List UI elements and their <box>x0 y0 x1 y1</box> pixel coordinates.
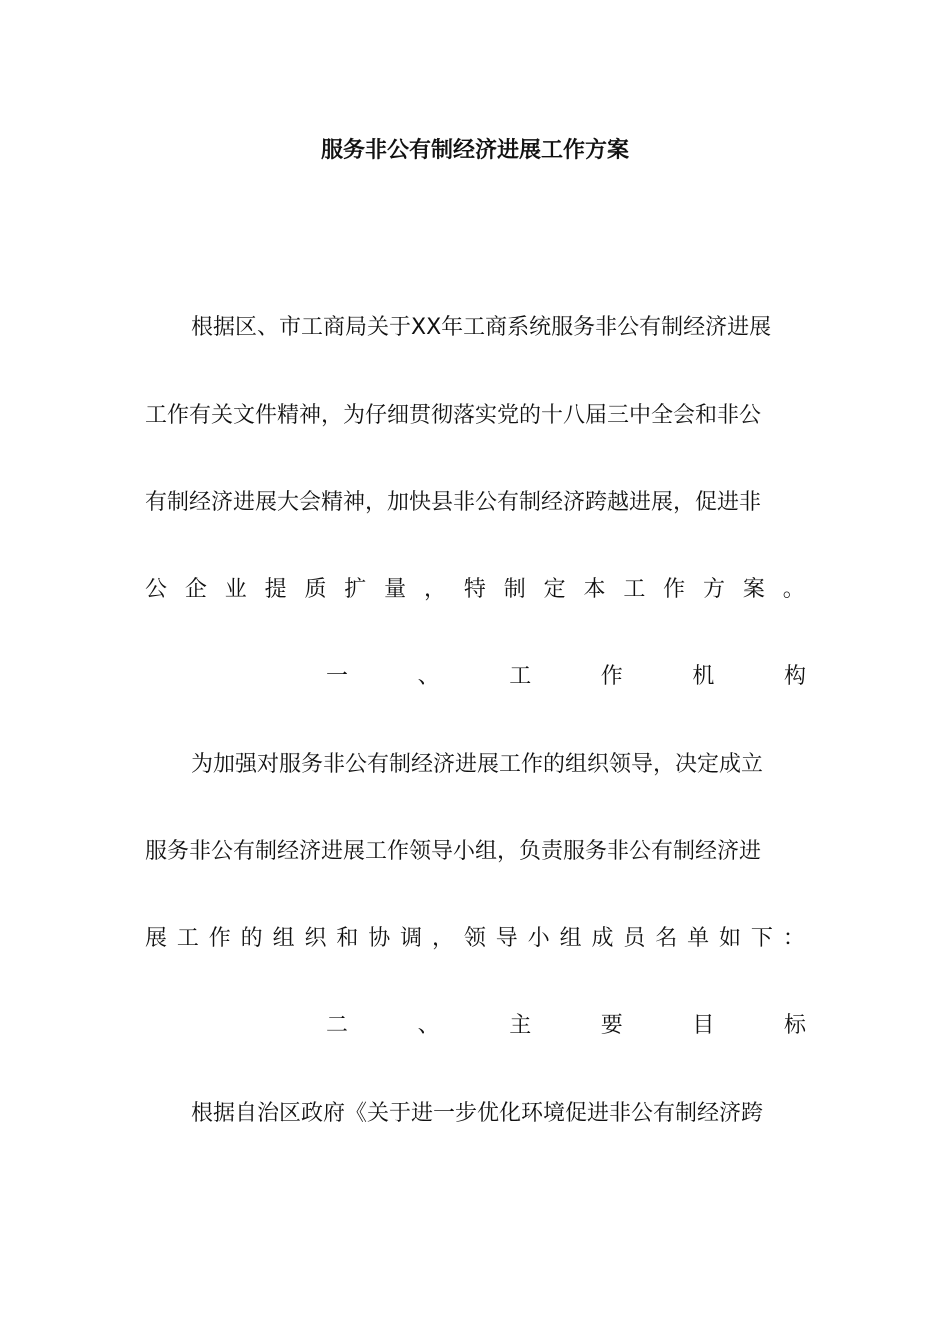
text-char: 导 <box>495 926 518 951</box>
text-char: 作 <box>208 926 231 951</box>
text-char: 作 <box>663 577 686 602</box>
text-char: ： <box>782 926 805 951</box>
text-char: 机 <box>692 664 715 689</box>
text-char: 展 <box>145 926 168 951</box>
text-char: 企 <box>184 577 207 602</box>
paragraph-line-justified <box>145 923 805 955</box>
text-char: 二 <box>326 1013 349 1038</box>
section-heading <box>326 1010 806 1042</box>
text-char: 主 <box>509 1013 532 1038</box>
paragraph-line: 服务非公有制经济进展工作领导小组，负责服务非公有制经济进 <box>145 839 762 864</box>
text-char: 和 <box>336 926 359 951</box>
paragraph-line-justified <box>145 574 805 606</box>
text-char: 。 <box>782 577 805 602</box>
text-char: 调 <box>400 926 423 951</box>
text-char: 、 <box>417 1013 440 1038</box>
paragraph-line: 有制经济进展大会精神，加快县非公有制经济跨越进展，促进非 <box>145 490 762 515</box>
document-title: 服务非公有制经济进展工作方案 <box>320 138 629 163</box>
text-char: 标 <box>783 1013 806 1038</box>
text-char: 方 <box>703 577 726 602</box>
text-char: 工 <box>509 664 532 689</box>
text-char: 特 <box>463 577 486 602</box>
text-char: 名 <box>655 926 678 951</box>
text-char: 工 <box>176 926 199 951</box>
text-char: 单 <box>687 926 710 951</box>
text-char: 质 <box>304 577 327 602</box>
text-char: 小 <box>527 926 550 951</box>
text-char: 组 <box>559 926 582 951</box>
text-char: 成 <box>591 926 614 951</box>
text-char: 目 <box>692 1013 715 1038</box>
text-char: 员 <box>623 926 646 951</box>
text-char: 定 <box>543 577 566 602</box>
text-char: 作 <box>600 664 623 689</box>
text-char: 下 <box>750 926 773 951</box>
paragraph-line: 工作有关文件精神，为仔细贯彻落实党的十八届三中全会和非公 <box>145 403 762 428</box>
paragraph-line: 根据自治区政府《关于进一步优化环境促进非公有制经济跨 <box>191 1101 764 1126</box>
text-char: 构 <box>783 664 806 689</box>
text-char: 制 <box>503 577 526 602</box>
section-heading <box>326 661 806 693</box>
text-char: 提 <box>264 577 287 602</box>
text-char: 组 <box>272 926 295 951</box>
text-char: 要 <box>600 1013 623 1038</box>
text-char: 如 <box>719 926 742 951</box>
text-char: ， <box>432 926 455 951</box>
text-char: 本 <box>583 577 606 602</box>
text-char: 一 <box>326 664 349 689</box>
text-char: 协 <box>368 926 391 951</box>
text-char: 领 <box>463 926 486 951</box>
text-char: 案 <box>742 577 765 602</box>
text-char: 的 <box>240 926 263 951</box>
paragraph-line: 根据区、市工商局关于XX年工商系统服务非公有制经济进展 <box>191 315 772 340</box>
text-char: 量 <box>384 577 407 602</box>
text-char: ， <box>424 577 447 602</box>
text-char: 业 <box>224 577 247 602</box>
paragraph-line: 为加强对服务非公有制经济进展工作的组织领导，决定成立 <box>191 752 764 777</box>
text-char: 、 <box>417 664 440 689</box>
text-char: 扩 <box>344 577 367 602</box>
text-char: 织 <box>304 926 327 951</box>
text-char: 工 <box>623 577 646 602</box>
text-char: 公 <box>145 577 168 602</box>
